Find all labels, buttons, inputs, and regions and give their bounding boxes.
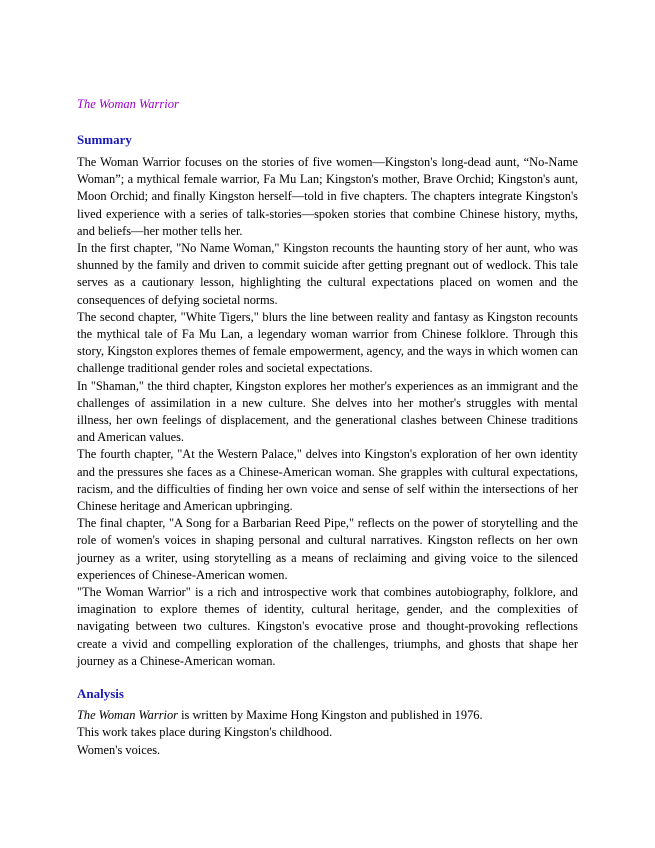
summary-paragraph: The fourth chapter, "At the Western Palace," delves into Kingston's exploration of her own identity and the pressures she faces as a Chinese-American woman. She grapples with cultural expectations, racism, and the difficulties of finding her own voice and sense of self within the intersections of her Chinese heritage and American upbringing.: [77, 447, 578, 514]
analysis-line-text: is written by Maxime Hong Kingston and published in 1976.: [177, 708, 483, 723]
analysis-heading: Analysis: [77, 686, 124, 702]
work-title-italic: The Woman Warrior: [77, 708, 178, 723]
document-title: The Woman Warrior: [77, 97, 179, 111]
analysis-line: [77, 707, 578, 724]
summary-paragraph: "The Woman Warrior" is a rich and introspective work that combines autobiography, folklore, and imagination to explore themes of identity, cultural heritage, gender, and the complexities of navigating between two cultures. Kingston's evocative prose and thought-provoking reflections create a vivid and compelling exploration of the challenges, triumphs, and ghosts that shape her journey as a Chinese-American woman.: [77, 585, 578, 668]
summary-heading: Summary: [77, 132, 132, 147]
summary-paragraph: The second chapter, "White Tigers," blurs the line between reality and fantasy as Kingston recounts the mythical tale of Fa Mu Lan, a legendary woman warrior from Chinese folklore. Through this story, Kingston explores themes of female empowerment, agency, and the ways in which women can challenge traditional gender roles and societal expectations.: [77, 309, 578, 376]
summary-paragraph: In the first chapter, "No Name Woman," Kingston recounts the haunting story of her aunt, who was shunned by the family and driven to commit suicide after getting pregnant out of wedlock. This tale serves as a cautionary lesson, highlighting the cultural expectations placed on women and the consequences of defying societal norms.: [77, 241, 578, 307]
analysis-body: [77, 707, 578, 759]
analysis-line: This work takes place during Kingston's childhood.: [77, 725, 333, 740]
summary-paragraph: The Woman Warrior focuses on the stories of five women—Kingston's long-dead aunt, “No-Name Woman”; a mythical female warrior, Fa Mu Lan; Kingston's mother, Brave Orchid; Kingston's aunt, Moon Orchid; and finally Kingston herself—told in five chapters. The chapters integrate Kingston's lived experience with a series of talk-stories—spoken stories that combine Chinese history, myths, and beliefs—her mother tells her.: [77, 155, 578, 238]
analysis-line: Women's voices.: [77, 742, 161, 757]
summary-paragraph: The final chapter, "A Song for a Barbarian Reed Pipe," reflects on the power of storytelling and the role of women's voices in shaping personal and cultural narratives. Kingston reflects on her own journey as a writer, using storytelling as a means of reclaiming and giving voice to the silenced experiences of Chinese-American women.: [77, 516, 578, 582]
summary-paragraph: In "Shaman," the third chapter, Kingston explores her mother's experiences as an immigrant and the challenges of assimilation in a new culture. She delves into her mother's struggles with mental illness, her own feelings of displacement, and the generational clashes between Chinese traditions and American values.: [77, 378, 578, 445]
document-page: [77, 96, 578, 759]
summary-body: [77, 154, 578, 670]
